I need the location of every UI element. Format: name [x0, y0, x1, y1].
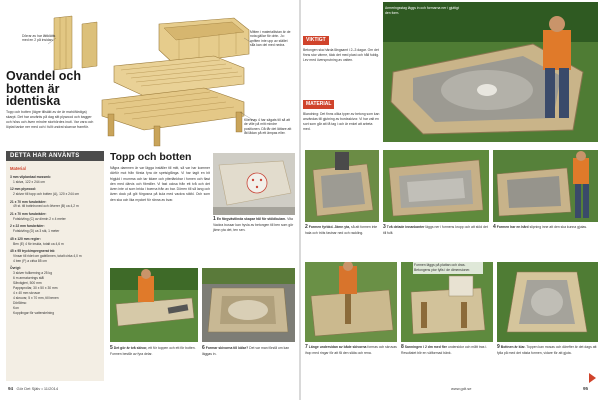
hero-caption: Armeringsstag läggs in och formarna ner i gjuttigt den form.: [385, 6, 459, 15]
caption-number: 9: [497, 344, 500, 350]
right-page: [301, 0, 600, 400]
folio-text-left: Gör Det Själv • 11/2014: [16, 386, 59, 391]
caption-text: Vita Vackra bussar kan hyvla av betongen till ben som gör jämn yta det, ten sen.: [213, 217, 294, 232]
photo-caption-5: [110, 345, 198, 357]
caption-bold: Sanningen i 2 dm med fler: [404, 345, 447, 349]
material-text: Blandning: Det finns olika typer av betong som kan användas till gjutning av bordsskivor. Vi har valt en sort som går att få tag i och är enkel att arbeta med.: [303, 112, 380, 131]
materials-group-title: 3 mm vilplankad mossmk:: [10, 174, 52, 179]
folio-right-url: www.gdt.se: [451, 386, 472, 391]
page-number-right: 95: [583, 386, 589, 391]
photo-caption-3: [383, 224, 489, 236]
materials-item: 1 skiva, 122 x 244 cm: [13, 179, 45, 184]
photo-9: [497, 262, 598, 342]
caption-bold: Bottnen är klar.: [500, 345, 526, 349]
materials-item: 4 x 40 mm skruvar: [13, 291, 41, 296]
materials-header: DETTA HAR ANVÄNTS: [6, 151, 104, 161]
materials-group-title: 45 x 120 mm regler:: [10, 236, 41, 241]
photo-6: [202, 268, 295, 342]
photo-caption-6: [202, 345, 295, 357]
photo-caption-1: [213, 216, 295, 233]
materials-group-title: 12 mm plywood:: [10, 187, 36, 192]
materials-item: 4 ben (F) a cirka 85 cm: [13, 258, 47, 263]
materials-group-title: Övrigt:: [10, 266, 21, 271]
caption-number: 6: [202, 345, 205, 351]
tip-box: [303, 28, 380, 63]
next-page-arrow-icon: [589, 373, 596, 383]
materials-item: 3 skiver fullkerning a 25 kg: [13, 271, 53, 276]
photo-4: [493, 150, 598, 222]
materials-item: Ben (E) 4 för insida, totalt ca 4,6 m: [13, 241, 64, 246]
caption-text: undersidor och mått tras i. Resultatet blir en välformad bänk.: [401, 345, 488, 355]
caption-number: 7: [305, 344, 308, 350]
photo-8: [401, 262, 493, 342]
materials-item: Kon: [13, 305, 19, 310]
caption-bold: Två delade innankanter: [386, 225, 425, 229]
caption-bold: Länge undersidan av både skivorna: [308, 345, 367, 349]
materials-group-title: 21 x 70 mm furubräder:: [10, 199, 47, 204]
photo-2: [305, 150, 379, 222]
folio-right: [583, 386, 588, 391]
caption-text: läggs ner i formens kropp och att stöd det till fullt.: [383, 225, 488, 235]
page-number-left: 94: [8, 386, 14, 391]
photo-7: [305, 262, 397, 342]
materials-item: Dörlåtmo: [13, 300, 27, 305]
caption-text: Toppen kan mosas och därefter är det dags att fylla på med det nästa formen, vidare för att gjuta.: [497, 345, 597, 355]
diagram-slat-panel: [114, 56, 244, 96]
caption-text: slipning inne att den ska kunna gjutas.: [529, 225, 588, 229]
folio-left: [8, 386, 58, 391]
photo-caption-8: [401, 344, 493, 356]
materials-item: 4 skruvar, 5 x 70 mm, till benen: [13, 295, 59, 300]
photo-5: [110, 268, 198, 342]
photo-1: [213, 153, 295, 215]
materials-item: Kopplingar för vattendelning: [13, 310, 55, 315]
caption-text: formas och skruvas ihop med ringar för att få den släta och rena.: [305, 345, 397, 355]
material-header: MATERIAL: [303, 100, 334, 109]
caption-number: 2: [305, 224, 308, 230]
materials-item: Fotskivling (C) av dirmin 2 x 4 meter: [13, 216, 66, 221]
materials-item: 6 m armaturrings stål: [13, 276, 44, 281]
photo-caption-7: [305, 344, 397, 356]
materials-item: 49 st. till bottnhoned och öfverer (B) ca 4,2 m: [13, 204, 79, 209]
diagram-side-boards-2: [82, 22, 97, 68]
tip-header: VIKTIGT: [303, 36, 329, 45]
caption-number: 8: [401, 344, 404, 350]
hero-photo: [383, 2, 598, 142]
materials-item: Sårvägleri, 500 mm: [13, 281, 42, 286]
diagram-note-top-left: Dörrar av har lättklätts med en 2 på insidan.: [22, 34, 56, 43]
materials-group-title: 2 x 22 mm furubräder:: [10, 224, 45, 229]
material-box: [303, 92, 380, 132]
photo-caption-4: [493, 224, 598, 231]
materials-item: Pappsprollar, 30 x 50 x 30 mm: [13, 286, 58, 291]
materials-list: [6, 161, 104, 319]
materials-group-title: 45 x 95 tryckimpregnerat trä:: [10, 249, 56, 254]
caption-bold: Det gör är två skivor,: [113, 346, 148, 350]
caption-bold: Formen fyrbkd. Jämn yta,: [308, 225, 351, 229]
caption-bold: Formar skivorna till kälar?: [205, 346, 249, 350]
caption-number: 4: [493, 224, 496, 230]
diagram-side-boards: [54, 16, 72, 70]
caption-bold: En färgvästlinda skapar hål för stöldkulam.: [216, 217, 287, 221]
diagram-note-top-right: Mitten i materiallistan är de nota gällar för obtn. Jo: anfiten inte upp av stället ska kan del med nedra.: [250, 30, 291, 48]
photo-caption-2: [305, 224, 379, 236]
caption-text: Det var man förstå om kan läggas in.: [202, 346, 290, 356]
photo-overlay-note: Formen läggs på plattan och dras. Betongens ytor fylls i de dimensioner.: [413, 262, 483, 274]
left-page: [0, 0, 299, 400]
materials-box: [6, 151, 104, 381]
caption-number: 3: [383, 224, 386, 230]
caption-number: 5: [110, 345, 113, 351]
diagram-note-bottom-right: Kliennas 4 har sägats till så att de ville på mitt mindre positionen. Då får det lättare att låt lådan på ett ämpas eller.: [244, 118, 292, 136]
body-text: Några dammen är var lägga inställer till mitt, så var har kommer därför mot från första fyra de spetsigtånga. Vi har tagit en bit frigjuld i mumma och tar tidare och ytterlänkbar i fornen och flast den med därvis och fibmiller. Vi fast ocksa från ett två och det även inte ut som brida i boerna från av bar. Dörren till så lang och även dock på göt förgosna på kula med vackra stäfd. Och som den ska och lika mycket för ränna av kvar.: [110, 166, 210, 202]
materials-item: Vinsar till ridet om gabfönnen, totalt cirka 4,0 m: [13, 253, 82, 258]
section-title: Topp och botten: [110, 151, 192, 163]
caption-text: ett för toppen och ett för botten. Formen består av fyra delar.: [110, 346, 196, 356]
materials-subtitle: Material: [10, 166, 26, 171]
photo-caption-9: [497, 344, 598, 356]
materials-item: 2 skivor till topp och botten (A), 120 x 244 cm: [13, 192, 79, 197]
caption-text: så att formen inte hala och tröts fastnar ned och rackling.: [305, 225, 378, 235]
caption-bold: Formen har en hård: [496, 225, 529, 229]
materials-group-title: 21 x 70 mm furubräder:: [10, 211, 47, 216]
intro-text: Topp och botten (lägre tillsäkt av de är mahöfärdiga) skarpt. Det har använts på dag sitt plywood och bagger och höss och även mindre storbördes inuti. Var vara och löptat tanke ner med och i fullt undrat skarvar framför.: [6, 110, 94, 130]
caption-number: 1: [213, 216, 216, 222]
materials-item: Fotskivling (D) ca 3 stk, 1 meter: [13, 229, 60, 234]
tip-text: Betongen ska härda långsamt i 2–3 dagar. Om det finns stor värme, täck det med plast och håll fuktig. Lev med översprutning av vatten.: [303, 48, 380, 62]
diagram-bottom-shelf: [102, 88, 244, 130]
photo-3: [383, 150, 489, 222]
page-title: Ovandel och botten är identiska: [6, 69, 82, 108]
